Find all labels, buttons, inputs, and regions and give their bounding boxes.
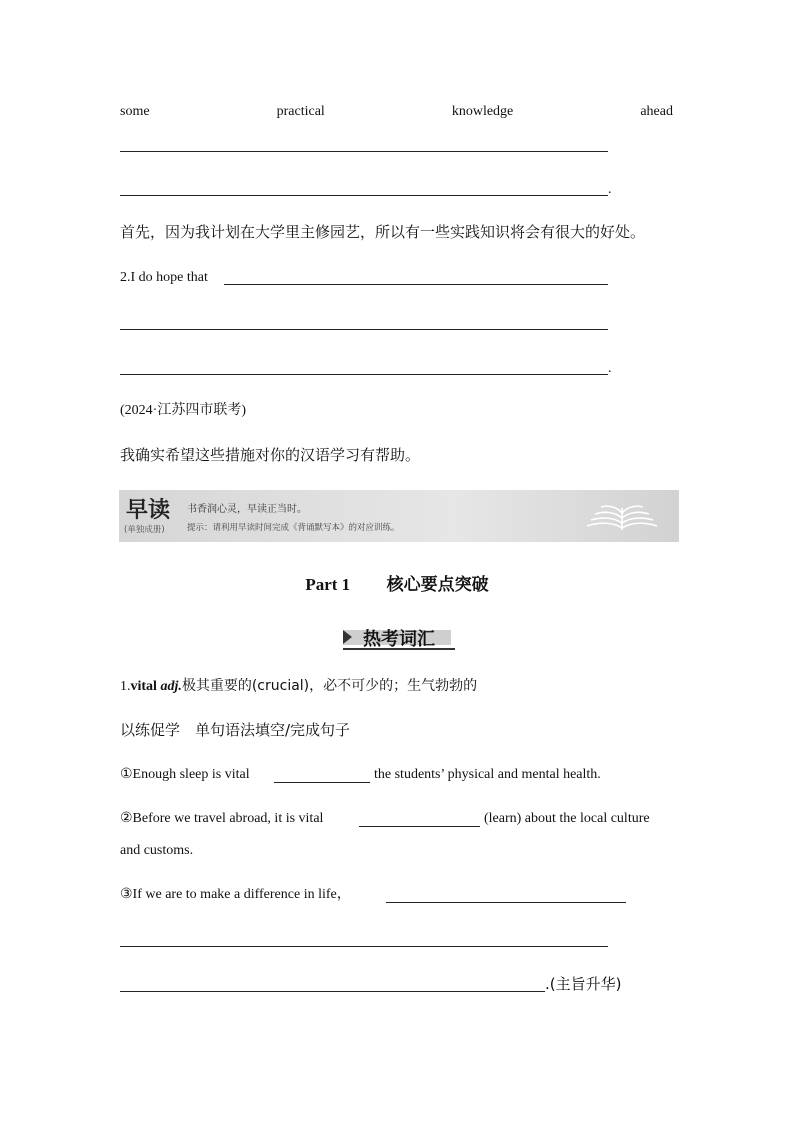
q1-chinese-prompt: 首先，因为我计划在大学里主修园艺，所以有一些实践知识将会有很大的好处。 xyxy=(120,223,646,241)
q1-word-2: practical xyxy=(276,104,325,119)
q1-word-4: ahead xyxy=(640,104,673,119)
q1-answer-line-1[interactable] xyxy=(120,151,608,152)
q2-answer-line-1[interactable] xyxy=(224,284,608,285)
q2-chinese-prompt: 我确实希望这些措施对你的汉语学习有帮助。 xyxy=(120,446,421,464)
sentence-3-end: .(主旨升华) xyxy=(545,975,622,993)
section-title xyxy=(343,625,455,649)
sentence-2-start: ②Before we travel abroad, it is vital xyxy=(120,811,324,826)
sentence-3-blank-1[interactable] xyxy=(386,902,626,903)
banner-title: 早读 xyxy=(126,498,171,523)
sentence-1-end: the students’ physical and mental health. xyxy=(374,767,601,782)
play-triangle-icon xyxy=(343,630,352,644)
q1-period: . xyxy=(608,182,612,197)
section-title-text: 热考词汇 xyxy=(363,629,435,650)
morning-reading-banner xyxy=(119,490,679,542)
vocab-number: 1. xyxy=(120,679,131,694)
q2-period: . xyxy=(608,361,612,376)
q2-answer-line-3[interactable] xyxy=(120,374,608,375)
q2-answer-line-2[interactable] xyxy=(120,329,608,330)
sentence-2-end: and customs. xyxy=(120,843,194,858)
q1-word-3: knowledge xyxy=(451,104,514,119)
practice-instruction: 以练促学 单句语法填空/完成句子 xyxy=(120,721,351,739)
part-heading xyxy=(0,570,794,595)
sentence-2-blank[interactable] xyxy=(359,826,480,827)
sentence-2-middle: (learn) about the local culture xyxy=(484,811,650,826)
q1-answer-line-2[interactable] xyxy=(120,195,608,196)
sentence-3-blank-2[interactable] xyxy=(120,946,608,947)
banner-subtitle: (单独成册) xyxy=(124,525,165,535)
part-title: 核心要点突破 xyxy=(386,575,489,595)
q1-word-1: some xyxy=(120,104,150,119)
vocab-headword-line xyxy=(120,677,477,696)
vocab-pos: adj. xyxy=(160,679,182,694)
q2-prompt: 2.I do hope that xyxy=(120,270,208,285)
sentence-3-start: ③If we are to make a difference in life， xyxy=(120,887,351,902)
banner-tip: 提示：请利用早读时间完成《背诵默写本》的对应训练。 xyxy=(187,523,400,533)
sentence-1-blank[interactable] xyxy=(274,782,370,783)
sentence-3-blank-3[interactable] xyxy=(120,991,545,992)
sentence-1-start: ①Enough sleep is vital xyxy=(120,767,250,782)
q2-source: (2024·江苏四市联考) xyxy=(120,403,246,418)
banner-slogan: 书香润心灵，早读正当时。 xyxy=(187,504,307,515)
q1-word-row xyxy=(120,104,673,120)
part-label: Part 1 xyxy=(305,575,351,594)
vocab-meaning: 极其重要的(crucial)，必不可少的；生气勃勃的 xyxy=(181,678,478,694)
vocab-word: vital xyxy=(130,679,157,694)
open-book-icon xyxy=(585,498,659,534)
